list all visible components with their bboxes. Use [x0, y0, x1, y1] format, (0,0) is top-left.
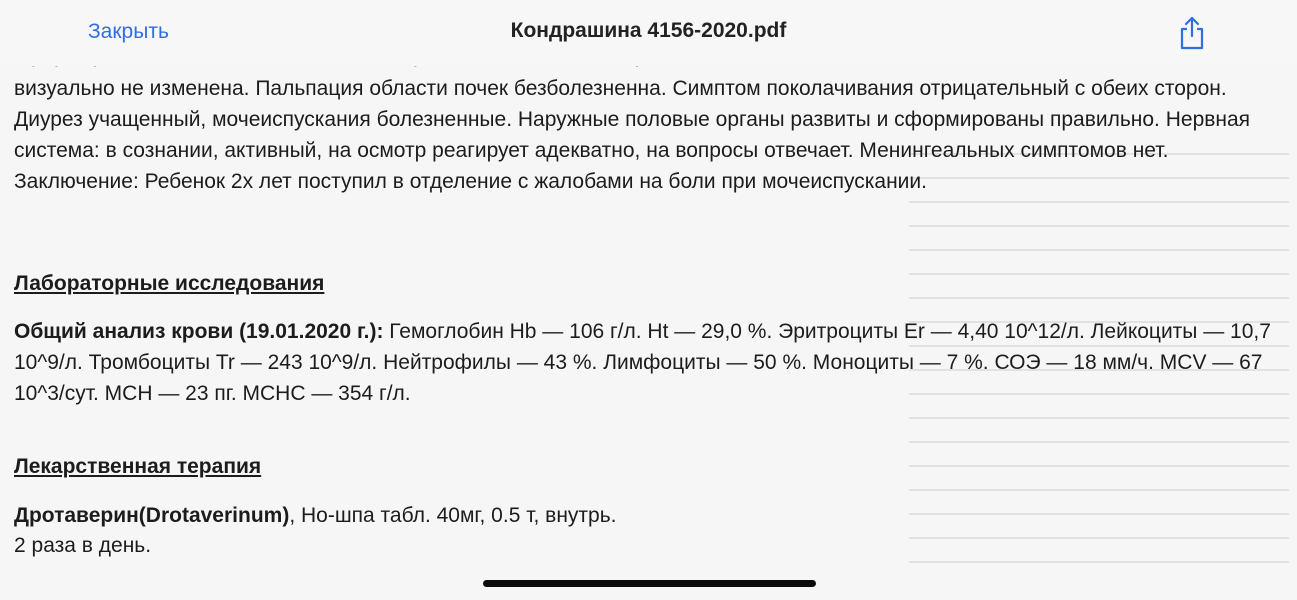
share-button[interactable] — [1176, 15, 1208, 51]
lab-results-paragraph — [14, 316, 1289, 409]
close-button[interactable]: Закрыть — [88, 20, 169, 43]
drug-frequency: 2 раза в день. — [14, 534, 152, 557]
section-heading-drug: Лекарственная терапия — [14, 455, 262, 478]
exam-paragraph: визуально не изменена. Пальпация области почек безболезненна. Симптом поколачивания отрицательный с обеих сторон. Диурез учащенный, мочеиспускания болезненные. Наружные половые органы развиты и сформированы правильно. Нервная система: в сознании, активный, на осмотр реагирует адекватно, на вопросы отвечает. Менингеальных симптомов нет. Заключение: Ребенок 2х лет поступил в отделение с жалобами на боли при мочеиспускании. — [14, 77, 1251, 193]
lab-label: Общий анализ крови (19.01.2020 г.): — [14, 320, 384, 343]
drug-therapy-paragraph — [14, 501, 1289, 561]
section-heading-lab: Лабораторные исследования — [14, 272, 325, 295]
share-icon — [1176, 15, 1208, 51]
lab-text: Гемоглобин Hb — 106 г/л. Ht — 29,0 %. Эритроциты Er — 4,40 10^12/л. Лейкоциты — 10,7 10^9/л. Тромбоциты Tr — 243 10^9/л. Нейтрофилы — 43 %. Лимфоциты — 50 %. Моноциты — 7 %. СОЭ — 18 мм/ч. MCV — 67 10^3/сут. МСН — 23 пг. МСНС — 354 г/л. — [14, 320, 1271, 405]
navigation-bar — [0, 0, 1297, 66]
drug-label: Дротаверин(Drotaverinum) — [14, 504, 290, 527]
home-indicator[interactable] — [483, 580, 816, 587]
document-title: Кондрашина 4156-2020.pdf — [510, 19, 787, 42]
pdf-page-view[interactable] — [0, 48, 1297, 600]
drug-text: , Но-шпа табл. 40мг, 0.5 т, внутрь. — [289, 504, 617, 527]
